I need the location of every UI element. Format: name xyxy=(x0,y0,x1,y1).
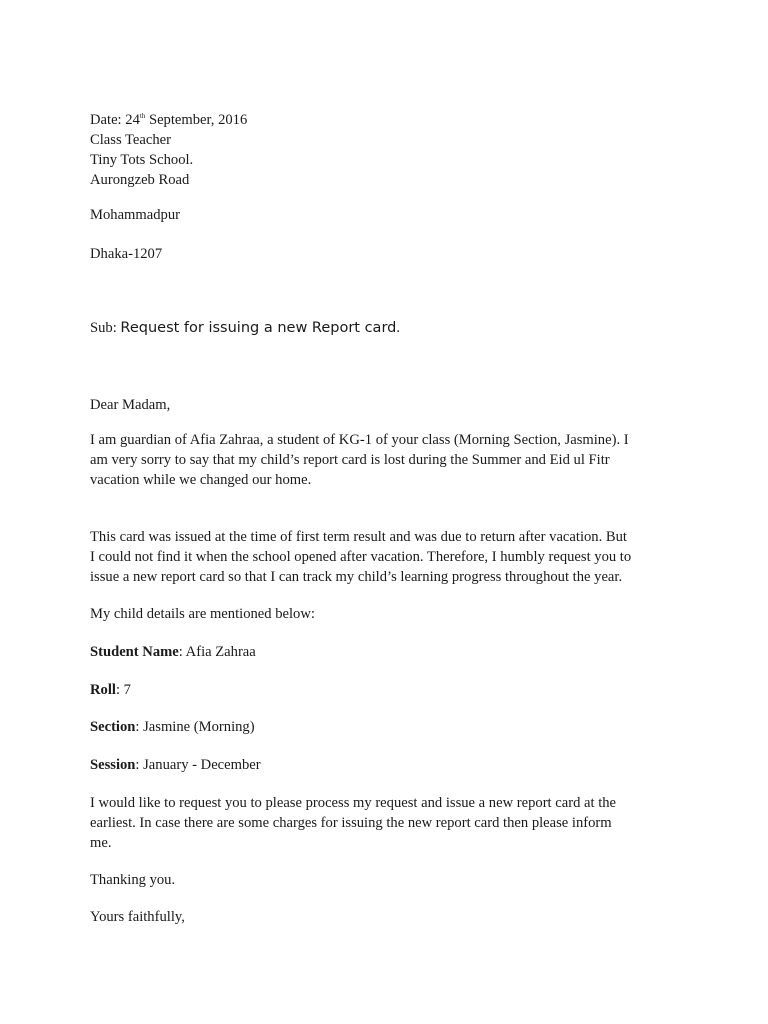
body-paragraph-1-line-2: am very sorry to say that my child’s report card is lost during the Summer and Eid ul Fitr xyxy=(90,452,610,468)
body-paragraph-1-line-3: vacation while we changed our home. xyxy=(90,472,312,488)
letter-date xyxy=(90,110,247,130)
detail-session xyxy=(90,755,261,775)
detail-roll xyxy=(90,680,131,700)
closing-paragraph-line-1: I would like to request you to please process my request and issue a new report card at the xyxy=(90,795,617,811)
detail-student-name-value: : Afia Zahraa xyxy=(178,644,256,660)
salutation: Dear Madam, xyxy=(90,397,171,413)
subject-label: Sub: xyxy=(90,320,121,336)
date-day: 24 xyxy=(125,112,140,128)
closing-signoff: Yours faithfully, xyxy=(90,909,185,925)
body-paragraph-1-line-1: I am guardian of Afia Zahraa, a student of KG-1 of your class (Morning Section, Jasmine). I xyxy=(90,432,629,448)
date-suffix: th xyxy=(139,112,146,121)
detail-session-label: Session xyxy=(90,757,136,773)
recipient-area: Mohammadpur xyxy=(90,207,180,223)
date-label: Date: xyxy=(90,112,126,128)
detail-section-label: Section xyxy=(90,719,136,735)
letter-subject xyxy=(90,318,400,338)
recipient-school: Tiny Tots School. xyxy=(90,152,194,168)
recipient-city: Dhaka-1207 xyxy=(90,246,163,262)
detail-student-name xyxy=(90,642,256,662)
detail-session-value: : January - December xyxy=(135,757,261,773)
body-paragraph-2-line-2: I could not find it when the school opened after vacation. Therefore, I humbly request you to xyxy=(90,549,632,565)
subject-text: Request for issuing a new Report card xyxy=(120,320,397,336)
closing-paragraph-line-3: me. xyxy=(90,835,112,851)
detail-section-value: : Jasmine (Morning) xyxy=(135,719,255,735)
details-intro: My child details are mentioned below: xyxy=(90,606,315,622)
detail-section xyxy=(90,717,255,737)
detail-student-name-label: Student Name xyxy=(90,644,179,660)
recipient-road: Aurongzeb Road xyxy=(90,172,190,188)
detail-roll-value: : 7 xyxy=(115,682,131,698)
body-paragraph-2-line-3: issue a new report card so that I can track my child’s learning progress throughout the year. xyxy=(90,569,623,585)
closing-paragraph-line-2: earliest. In case there are some charges for issuing the new report card then please inform xyxy=(90,815,612,831)
body-paragraph-2-line-1: This card was issued at the time of first term result and was due to return after vacation. But xyxy=(90,529,627,545)
recipient-title: Class Teacher xyxy=(90,132,171,148)
subject-end: . xyxy=(396,320,401,336)
detail-roll-label: Roll xyxy=(90,682,116,698)
date-rest: September, 2016 xyxy=(145,112,248,128)
closing-thanks: Thanking you. xyxy=(90,872,176,888)
